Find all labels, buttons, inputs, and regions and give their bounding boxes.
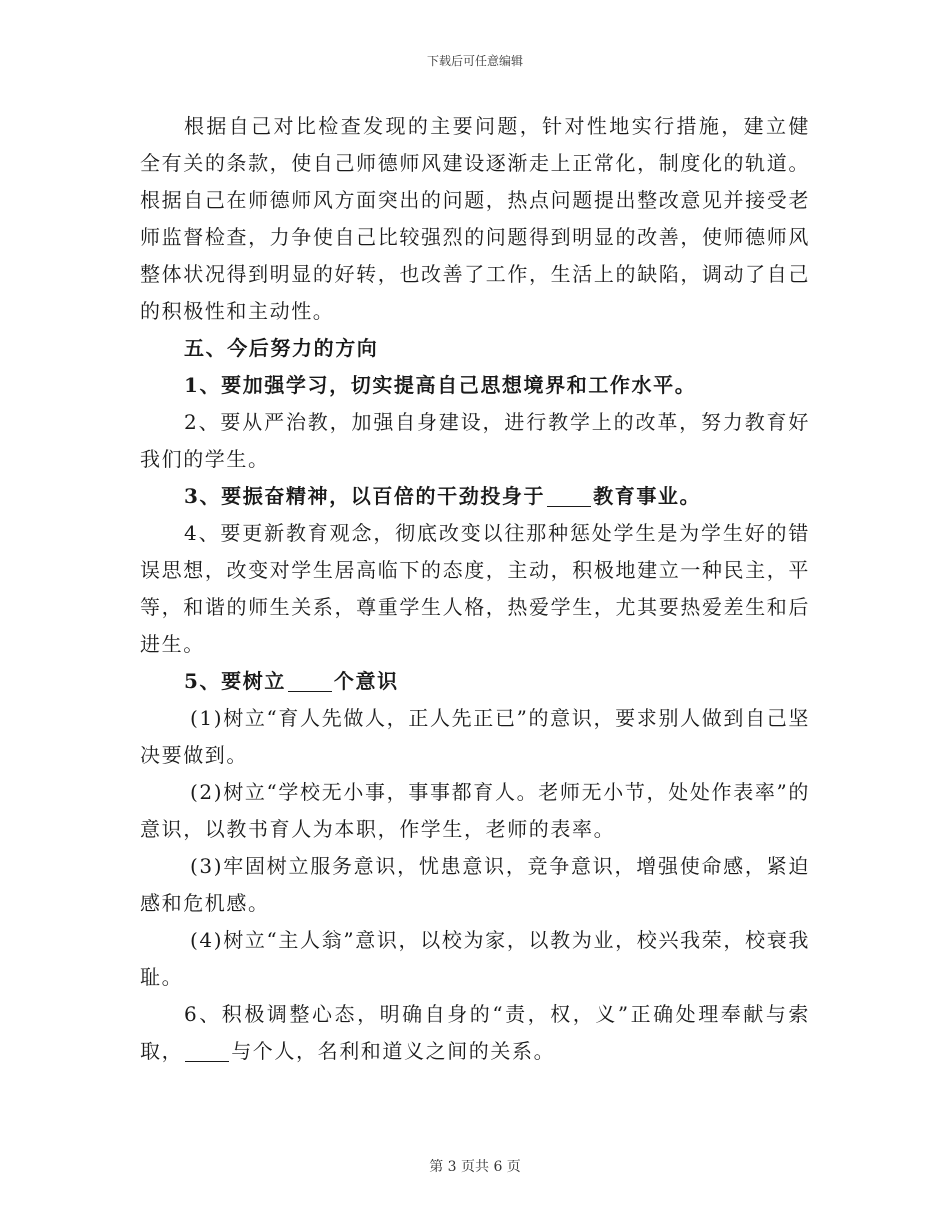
sub-item-3: (3)牢固树立服务意识，忧患意识，竞争意识，增强使命感，紧迫感和危机感。 xyxy=(140,854,810,915)
item-3-text-b: 教育事业。 xyxy=(593,484,702,508)
fill-in-blank xyxy=(185,1041,229,1062)
item-3-spirit xyxy=(140,478,810,515)
item-5-awareness xyxy=(140,663,810,700)
item-5-text-b: 个意识 xyxy=(333,669,399,693)
item-3-text-a: 3、要振奋精神，以百倍的干劲投身于 xyxy=(184,484,546,508)
item-2-strict-teaching: 2、要从严治教，加强自身建设，进行教学上的改革，努力教育好我们的学生。 xyxy=(140,410,810,471)
sub-item-4: (4)树立“主人翁”意识，以校为家，以教为业，校兴我荣，校衰我耻。 xyxy=(140,928,810,989)
item-1-study: 1、要加强学习，切实提高自己思想境界和工作水平。 xyxy=(184,373,697,397)
sub-item-1: (1)树立“育人先做人，正人先正已”的意识，要求别人做到自己坚决要做到。 xyxy=(140,706,810,767)
item-4-education-concept: 4、要更新教育观念，彻底改变以往那种惩处学生是为学生好的错误思想，改变对学生居高临下的态度，主动，积极地建立一种民主，平等，和谐的师生关系，尊重学生人格，热爱学生，尤其要热爱差生和后进生。 xyxy=(140,521,810,656)
fill-in-blank xyxy=(547,486,591,507)
paragraph-rectification: 根据自己对比检查发现的主要问题，针对性地实行措施，建立健全有关的条款，使自己师德师风建设逐渐走上正常化，制度化的轨道。根据自己在师德师风方面突出的问题，热点问题提出整改意见并接受老师监督检查，力争使自己比较强烈的问题得到明显的改善，使师德师风整体状况得到明显的好转，也改善了工作，生活上的缺陷，调动了自己的积极性和主动性。 xyxy=(140,114,810,323)
fill-in-blank xyxy=(288,671,332,692)
page-footer: 第 3 页共 6 页 xyxy=(429,1159,521,1175)
item-6-text-a: 6、积极调整心态，明确自身的“责，权，义”正确处理奉献与索取， xyxy=(140,1002,810,1063)
item-5-text-a: 5、要树立 xyxy=(184,669,286,693)
sub-item-2: (2)树立“学校无小事，事事都育人。老师无小节，处处作表率”的意识，以教书育人为本职，作学生，老师的表率。 xyxy=(140,780,810,841)
section-heading-future-direction: 五、今后努力的方向 xyxy=(184,336,379,360)
item-6-text-b: 与个人，名利和道义之间的关系。 xyxy=(231,1039,556,1063)
document-body xyxy=(140,108,810,1070)
page-header: 下载后可任意编辑 xyxy=(426,54,523,68)
item-6-mindset xyxy=(140,996,810,1070)
